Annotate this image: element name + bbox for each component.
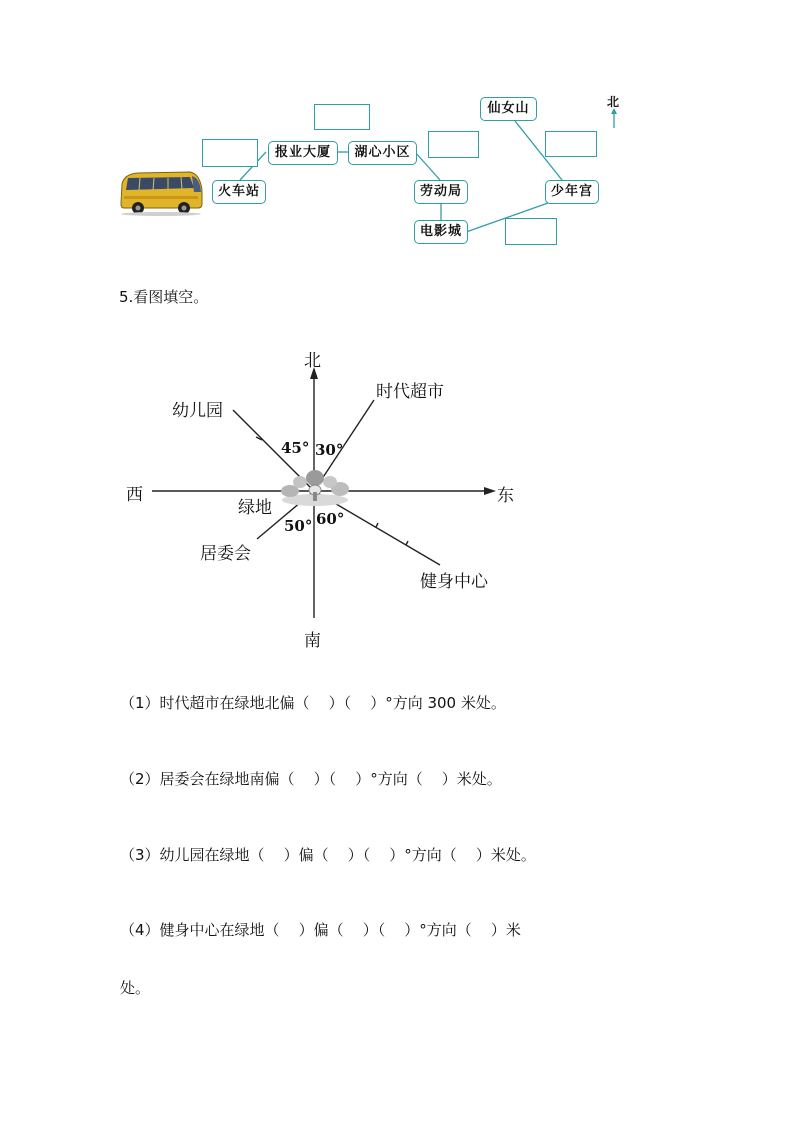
question-4-continuation: 处。 <box>120 979 151 997</box>
question-4: （4）健身中心在绿地（ ）偏（ ）（ ）°方向（ ）米 <box>120 921 521 939</box>
stop-baoye-dasha: 报业大厦 <box>268 141 338 165</box>
angle-nw: 45° <box>281 439 310 457</box>
east-label: 东 <box>497 486 514 506</box>
west-label: 西 <box>126 485 143 505</box>
center-label: 绿地 <box>238 498 272 518</box>
north-label: 北 <box>304 351 321 371</box>
stop-xiannvshan: 仙女山 <box>480 97 537 121</box>
stop-huochezhan: 火车站 <box>212 180 266 204</box>
stop-huxin-xiaoqu: 湖心小区 <box>348 141 417 165</box>
stop-dianyingcheng: 电影城 <box>414 220 468 244</box>
place-jianshen-zhongxin: 健身中心 <box>420 572 488 592</box>
angle-se: 60° <box>316 510 345 528</box>
stop-laodongju: 劳动局 <box>414 180 468 204</box>
angle-sw: 50° <box>284 517 313 535</box>
place-juweihui: 居委会 <box>200 544 251 564</box>
question-1: （1）时代超市在绿地北偏（ ）（ ）°方向 300 米处。 <box>120 694 506 712</box>
question-3: （3）幼儿园在绿地（ ）偏（ ）（ ）°方向（ ）米处。 <box>120 846 536 864</box>
south-label: 南 <box>304 631 321 651</box>
section-title: 5.看图填空。 <box>119 288 209 306</box>
place-youeryuan: 幼儿园 <box>172 401 223 421</box>
question-2: （2）居委会在绿地南偏（ ）（ ）°方向（ ）米处。 <box>120 770 502 788</box>
angle-ne: 30° <box>315 441 344 459</box>
north-label: 北 <box>607 95 620 109</box>
place-shidai-chaoshi: 时代超市 <box>376 382 444 402</box>
park-icon <box>278 466 352 508</box>
stop-shaoniangong: 少年宫 <box>545 180 599 204</box>
